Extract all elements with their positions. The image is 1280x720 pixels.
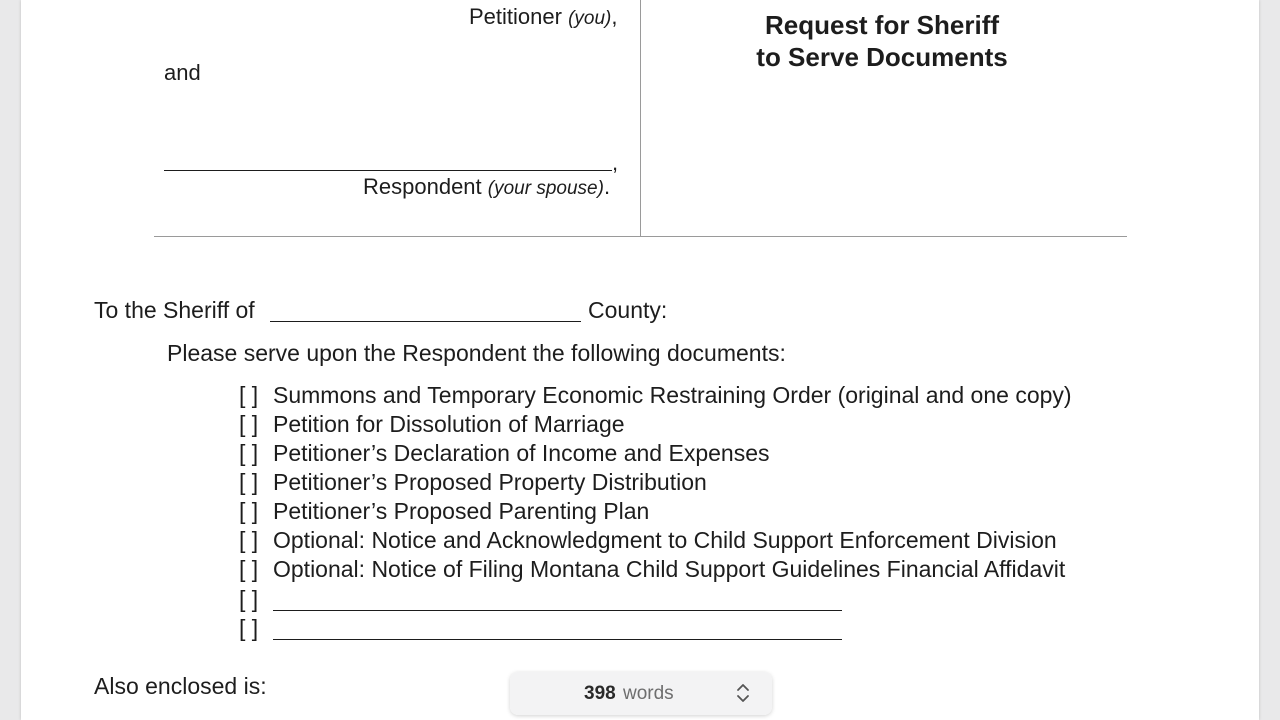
respondent-name-blank[interactable]: [164, 170, 612, 171]
also-enclosed-text: Also enclosed is:: [94, 673, 267, 699]
document-checklist-item: [239, 556, 1065, 583]
caption-divider-vertical: [640, 0, 641, 236]
respondent-note: (your spouse): [487, 178, 604, 199]
document-checklist-item: [239, 440, 770, 467]
checkbox[interactable]: [ ]: [239, 469, 259, 495]
form-title-line2: to Serve Documents: [756, 42, 1008, 72]
document-checklist-item: [239, 411, 625, 438]
checkbox[interactable]: [ ]: [239, 615, 259, 641]
document-checklist-item-blank: [239, 586, 273, 613]
other-document-blank[interactable]: [273, 610, 842, 611]
county-blank[interactable]: [270, 321, 581, 322]
checkbox[interactable]: [ ]: [239, 498, 259, 524]
document-name: Petitioner’s Proposed Property Distribution: [273, 469, 707, 495]
document-name: Summons and Temporary Economic Restraining Order (original and one copy): [273, 382, 1072, 408]
checkbox[interactable]: [ ]: [239, 556, 259, 582]
document-checklist-item: [239, 498, 649, 525]
document-name: Petitioner’s Declaration of Income and Expenses: [273, 440, 770, 466]
sheriff-prefix: To the Sheriff of: [94, 297, 255, 323]
word-count-label: words: [623, 683, 674, 704]
checkbox[interactable]: [ ]: [239, 411, 259, 437]
form-title-line1: Request for Sheriff: [764, 10, 1000, 40]
other-document-blank[interactable]: [273, 639, 842, 640]
petitioner-comma: ,: [611, 4, 618, 29]
document-name: Optional: Notice and Acknowledgment to Child Support Enforcement Division: [273, 527, 1057, 553]
respondent-label: Respondent: [363, 174, 482, 199]
blank-comma: ,: [612, 150, 619, 175]
document-name: Petitioner’s Proposed Parenting Plan: [273, 498, 650, 524]
checkbox[interactable]: [ ]: [239, 382, 259, 408]
petitioner-label: Petitioner: [469, 4, 562, 29]
document-checklist-item: [239, 469, 707, 496]
sheriff-suffix: County:: [588, 297, 668, 323]
checkbox[interactable]: [ ]: [239, 440, 259, 466]
word-count-pill[interactable]: [510, 672, 772, 715]
word-count-number: 398: [584, 683, 616, 704]
petitioner-line: [469, 4, 618, 30]
document-page: [21, 0, 1259, 720]
caption-divider-horizontal: [154, 236, 1127, 237]
respondent-period: .: [603, 174, 611, 199]
document-checklist-item: [239, 527, 1057, 554]
checkbox[interactable]: [ ]: [239, 586, 259, 612]
chevron-up-down-icon[interactable]: [736, 682, 750, 704]
document-name: Petition for Dissolution of Marriage: [273, 411, 625, 437]
and-text: and: [164, 60, 201, 85]
instruction-text: Please serve upon the Respondent the following documents:: [167, 340, 786, 366]
document-name: Optional: Notice of Filing Montana Child Support Guidelines Financial Affidavit: [273, 556, 1066, 582]
respondent-line: [363, 174, 610, 200]
petitioner-note: (you): [568, 8, 612, 29]
document-checklist-item-blank: [239, 615, 273, 642]
checkbox[interactable]: [ ]: [239, 527, 259, 553]
document-checklist-item: [239, 382, 1072, 409]
